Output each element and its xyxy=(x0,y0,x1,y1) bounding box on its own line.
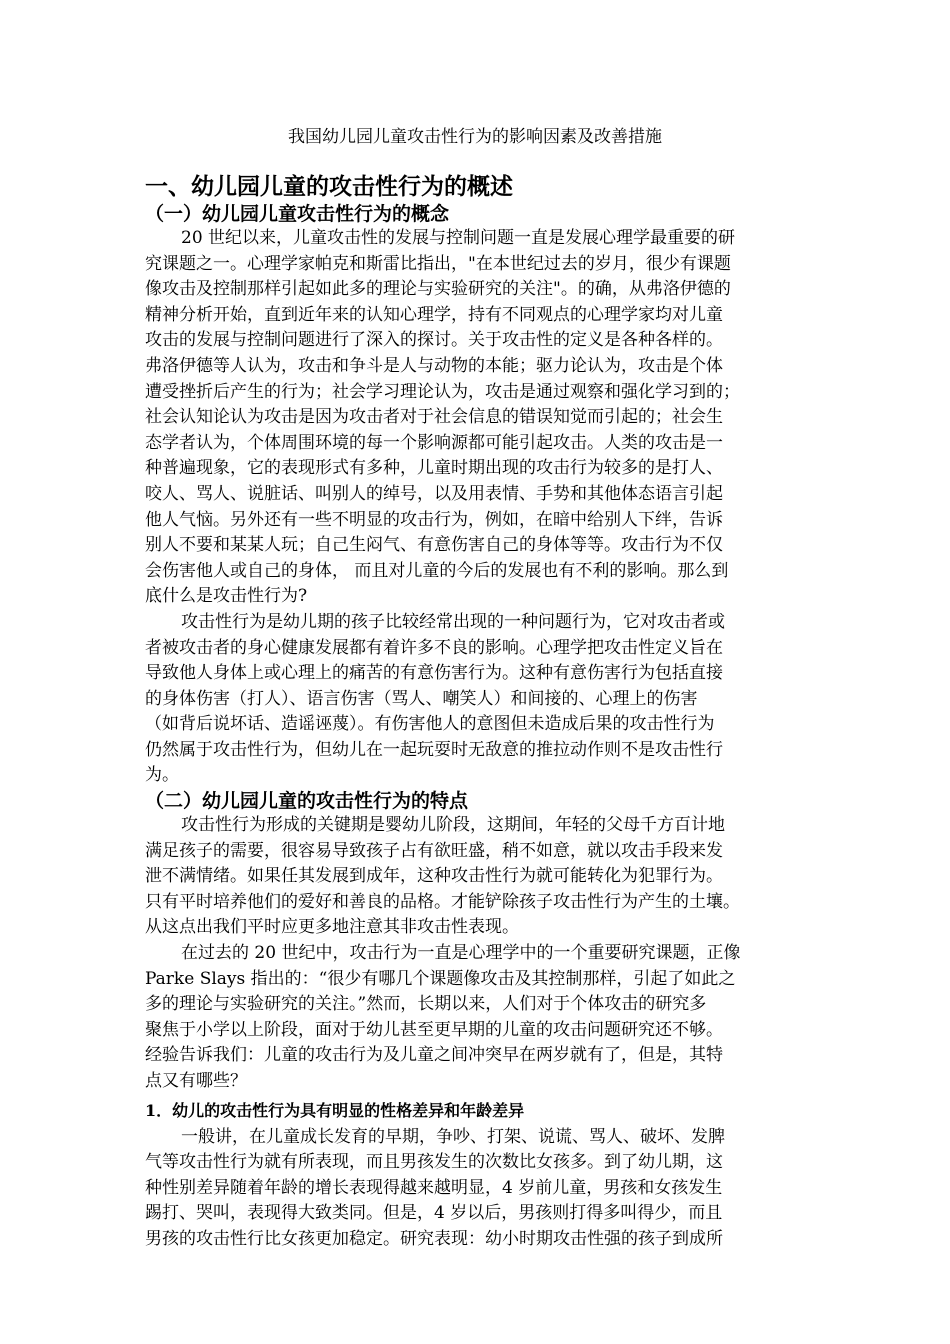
subheading-1: 1．幼儿的攻击性行为具有明显的性格差异和年龄差异 xyxy=(145,1100,525,1120)
paragraph-line: 聚焦于小学以上阶段，面对于幼儿甚至更早期的儿童的攻击问题研究还不够。 xyxy=(145,1019,723,1040)
paragraph-2 xyxy=(145,610,805,789)
section-heading-1-2: （二）幼儿园儿童的攻击性行为的特点 xyxy=(145,790,469,813)
paragraph-line: 会伤害他人或自己的身体， 而且对儿童的今后的发展也有不利的影响。那么到 xyxy=(145,560,729,581)
paragraph-line: Parke Slays 指出的：“很少有哪几个课题像攻击及其控制那样，引起了如此之 xyxy=(145,968,736,989)
paragraph-line: 泄不满情绪。如果任其发展到成年，这种攻击性行为就可能转化为犯罪行为。 xyxy=(145,866,723,887)
paragraph-line: （如背后说坏话、造谣诬蔑）。有伤害他人的意图但未造成后果的攻击性行为 xyxy=(145,714,715,735)
paragraph-line: 种性别差异随着年龄的增长表现得越来越明显，4 岁前儿童，男孩和女孩发生 xyxy=(145,1177,723,1198)
paragraph-line: 满足孩子的需要，很容易导致孩子占有欲旺盛，稍不如意，就以攻击手段来发 xyxy=(145,840,723,861)
paragraph-line: 一般讲，在儿童成长发育的早期，争吵、打架、说谎、骂人、破坏、发脾 xyxy=(181,1126,725,1147)
paragraph-line: 种普遍现象，它的表现形式有多种，儿童时期出现的攻击行为较多的是打人、 xyxy=(145,458,723,479)
document-body xyxy=(145,172,805,1253)
paragraph-line: 者被攻击者的身心健康发展都有着许多不良的影响。心理学把攻击性定义旨在 xyxy=(145,637,723,658)
paragraph-line: 只有平时培养他们的爱好和善良的品格。才能铲除孩子攻击性行为产生的土壤。 xyxy=(145,891,740,912)
paragraph-line: 态学者认为，个体周围环境的每一个影响源都可能引起攻击。人类的攻击是一 xyxy=(145,432,723,453)
paragraph-line: 精神分析开始，直到近年来的认知心理学，持有不同观点的心理学家均对儿童 xyxy=(145,304,723,325)
paragraph-line: 咬人、骂人、说脏话、叫别人的绰号，以及用表情、手势和其他体态语言引起 xyxy=(145,483,723,504)
paragraph-1 xyxy=(145,226,805,610)
paragraph-line: 他人气恼。另外还有一些不明显的攻击行为，例如，在暗中给别人下绊，告诉 xyxy=(145,509,723,530)
paragraph-line: 究课题之一。心理学家帕克和斯雷比指出，"在本世纪过去的岁月，很少有课题 xyxy=(145,253,731,274)
paragraph-line: 社会认知论认为攻击是因为攻击者对于社会信息的错误知觉而引起的；社会生 xyxy=(145,407,723,428)
paragraph-line: 导致他人身体上或心理上的痛苦的有意伤害行为。这种有意伤害行为包括直接 xyxy=(145,663,723,684)
section-heading-1: 一、幼儿园儿童的攻击性行为的概述 xyxy=(145,173,513,200)
paragraph-line: 气等攻击性行为就有所表现，而且男孩发生的次数比女孩多。到了幼儿期，这 xyxy=(145,1152,723,1173)
paragraph-line: 的身体伤害（打人）、语言伤害（骂人、嘲笑人）和间接的、心理上的伤害 xyxy=(145,688,698,709)
document-title: 我国幼儿园儿童攻击性行为的影响因素及改善措施 xyxy=(288,127,662,147)
paragraph-line: 攻击的发展与控制问题进行了深入的探讨。关于攻击性的定义是各种各样的。 xyxy=(145,330,723,351)
paragraph-line: 像攻击及控制那样引起如此多的理论与实验研究的关注"。的确，从弗洛伊德的 xyxy=(145,279,731,300)
paragraph-line: 从这点出我们平时应更多地注意其非攻击性表现。 xyxy=(145,917,519,938)
paragraph-4 xyxy=(145,941,805,1095)
paragraph-line: 经验告诉我们：儿童的攻击行为及儿童之间冲突早在两岁就有了，但是，其特 xyxy=(145,1045,723,1066)
paragraph-line: 弗洛伊德等人认为，攻击和争斗是人与动物的本能；驱力论认为，攻击是个体 xyxy=(145,355,723,376)
section-heading-1-1: （一）幼儿园儿童攻击性行为的概念 xyxy=(145,203,450,225)
paragraph-line: 攻击性行为形成的关键期是婴幼儿阶段，这期间，年轻的父母千方百计地 xyxy=(181,815,725,836)
paragraph-line: 仍然属于攻击性行为，但幼儿在一起玩耍时无敌意的推拉动作则不是攻击性行 xyxy=(145,739,723,760)
paragraph-line: 攻击性行为是幼儿期的孩子比较经常出现的一种问题行为，它对攻击者或 xyxy=(181,611,725,632)
paragraph-line: 为。 xyxy=(145,765,179,786)
paragraph-3 xyxy=(145,813,805,941)
paragraph-line: 遭受挫折后产生的行为；社会学习理论认为，攻击是通过观察和强化学习到的； xyxy=(145,381,740,402)
paragraph-line: 底什么是攻击性行为? xyxy=(145,586,308,607)
paragraph-5 xyxy=(145,1125,805,1253)
paragraph-line: 在过去的 20 世纪中，攻击行为一直是心理学中的一个重要研究课题，正像 xyxy=(181,943,741,964)
paragraph-line: 20 世纪以来，儿童攻击性的发展与控制问题一直是发展心理学最重要的研 xyxy=(181,228,736,248)
paragraph-line: 点又有哪些？ xyxy=(145,1071,247,1091)
paragraph-line: 多的理论与实验研究的关注。”然而，长期以来，人们对于个体攻击的研究多 xyxy=(145,994,707,1015)
paragraph-line: 踢打、哭叫，表现得大致类同。但是，4 岁以后，男孩则打得多叫得少，而且 xyxy=(145,1203,723,1224)
paragraph-line: 别人不要和某某人玩；自己生闷气、有意伤害自己的身体等等。攻击行为不仅 xyxy=(145,535,723,556)
paragraph-line: 男孩的攻击性行比女孩更加稳定。研究表现：幼小时期攻击性强的孩子到成所 xyxy=(145,1228,723,1249)
